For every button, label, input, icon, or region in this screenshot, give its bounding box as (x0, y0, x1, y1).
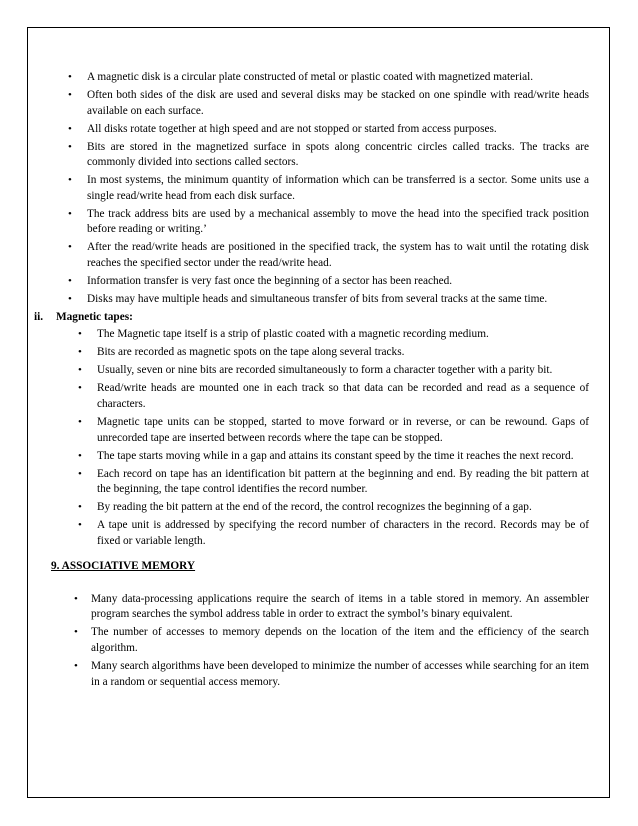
list-item-text: Each record on tape has an identification bit pattern at the beginning and end. By reading the bit pattern at the beginning, the tape control identifies the record number. (97, 467, 589, 496)
list-item (34, 274, 589, 290)
bullet-icon: • (74, 592, 78, 605)
list-item (34, 88, 589, 119)
list-item-text: A magnetic disk is a circular plate constructed of metal or plastic coated with magnetized material. (87, 71, 534, 83)
list-item-text: The track address bits are used by a mechanical assembly to move the head into the specified track position before reading or writing.’ (87, 207, 589, 236)
list-item (34, 173, 589, 204)
associative-memory-list (34, 592, 589, 690)
list-item-text: Magnetic tape units can be stopped, started to move forward or in reverse, or can be rewound. Gaps of unrecorded tape are inserted between records where the tape can be stopped. (97, 415, 589, 444)
list-item-text: Bits are recorded as magnetic spots on the tape along several tracks. (97, 346, 405, 359)
list-item-text: Information transfer is very fast once the beginning of a sector has been reached. (87, 274, 453, 287)
list-item (34, 70, 589, 86)
list-item (34, 625, 589, 656)
bullet-icon: • (68, 292, 72, 305)
list-item-text: By reading the bit pattern at the end of the record, the control recognizes the beginning of a gap. (97, 501, 532, 514)
bullet-icon: • (78, 364, 82, 377)
bullet-icon: • (68, 174, 72, 187)
bullet-icon: • (78, 415, 82, 428)
bullet-icon: • (68, 274, 72, 287)
bullet-icon: • (78, 501, 82, 514)
bullet-icon: • (68, 88, 72, 101)
bullet-icon: • (74, 660, 78, 673)
magnetic-tapes-heading (34, 310, 589, 326)
list-item-text: Usually, seven or nine bits are recorded simultaneously to form a character together with a parity bit. (97, 364, 553, 377)
list-item-text: The number of accesses to memory depends on the location of the item and the efficiency of the search algorithm. (91, 626, 589, 655)
document-content (34, 70, 589, 693)
list-item (34, 122, 589, 138)
magnetic-tape-list (34, 327, 589, 549)
bullet-icon: • (78, 346, 82, 359)
list-item (34, 449, 589, 465)
list-item-text: All disks rotate together at high speed and are not stopped or started from access purposes. (87, 122, 497, 135)
associative-memory-heading: 9. ASSOCIATIVE MEMORY (51, 560, 196, 573)
list-item (34, 327, 589, 343)
list-item-text: Bits are stored in the magnetized surface in spots along concentric circles called tracks. The tracks are commonly divided into sections called sectors. (87, 140, 589, 169)
list-item-text: The tape starts moving while in a gap and attains its constant speed by the time it reaches the next record. (97, 449, 574, 462)
list-item (34, 467, 589, 498)
magnetic-disk-list (34, 70, 589, 307)
list-item-text: Often both sides of the disk are used and several disks may be stacked on one spindle with read/write heads available on each surface. (87, 88, 589, 117)
list-item (34, 292, 589, 308)
list-item (34, 207, 589, 238)
list-item-text: Read/write heads are mounted one in each track so that data can be recorded and read as a sequence of characters. (97, 382, 589, 410)
magnetic-tapes-title: Magnetic tapes: (56, 310, 133, 323)
list-item (34, 415, 589, 446)
list-item-text: A tape unit is addressed by specifying the record number of characters in the record. Records may be of fixed or variable length. (97, 519, 589, 547)
list-item (34, 659, 589, 690)
list-item (34, 381, 589, 412)
list-item (34, 363, 589, 379)
list-item (34, 518, 589, 549)
bullet-icon: • (78, 449, 82, 462)
list-item-text: The Magnetic tape itself is a strip of plastic coated with a magnetic recording medium. (97, 328, 489, 341)
bullet-icon: • (78, 382, 82, 395)
list-item (34, 592, 589, 623)
bullet-icon: • (68, 207, 72, 220)
list-item-text: Many data-processing applications require the search of items in a table stored in memory. An assembler program searches the symbol address table in order to extract the symbol’s binary equivalent. (91, 592, 589, 621)
bullet-icon: • (78, 519, 82, 532)
bullet-icon: • (74, 626, 78, 639)
bullet-icon: • (78, 467, 82, 480)
list-item-text: Disks may have multiple heads and simultaneous transfer of bits from several tracks at the same time. (87, 292, 548, 305)
list-item-text: After the read/write heads are positioned in the specified track, the system has to wait until the rotating disk reaches the specified sector under the read/write head. (87, 241, 589, 269)
list-item-text: Many search algorithms have been developed to minimize the number of accesses while searching for an item in a random or sequential access memory. (91, 660, 589, 688)
bullet-icon: • (68, 122, 72, 135)
list-item (34, 345, 589, 361)
bullet-icon: • (78, 328, 82, 341)
list-item (34, 240, 589, 271)
list-item (34, 500, 589, 516)
list-item-text: In most systems, the minimum quantity of information which can be transferred is a sector. Some units use a single read/write head from each disk surface. (87, 174, 589, 202)
list-item (34, 140, 589, 171)
magnetic-tapes-number: ii. (34, 310, 44, 323)
bullet-icon: • (68, 140, 72, 153)
bullet-icon: • (68, 241, 72, 254)
bullet-icon: • (68, 71, 72, 83)
